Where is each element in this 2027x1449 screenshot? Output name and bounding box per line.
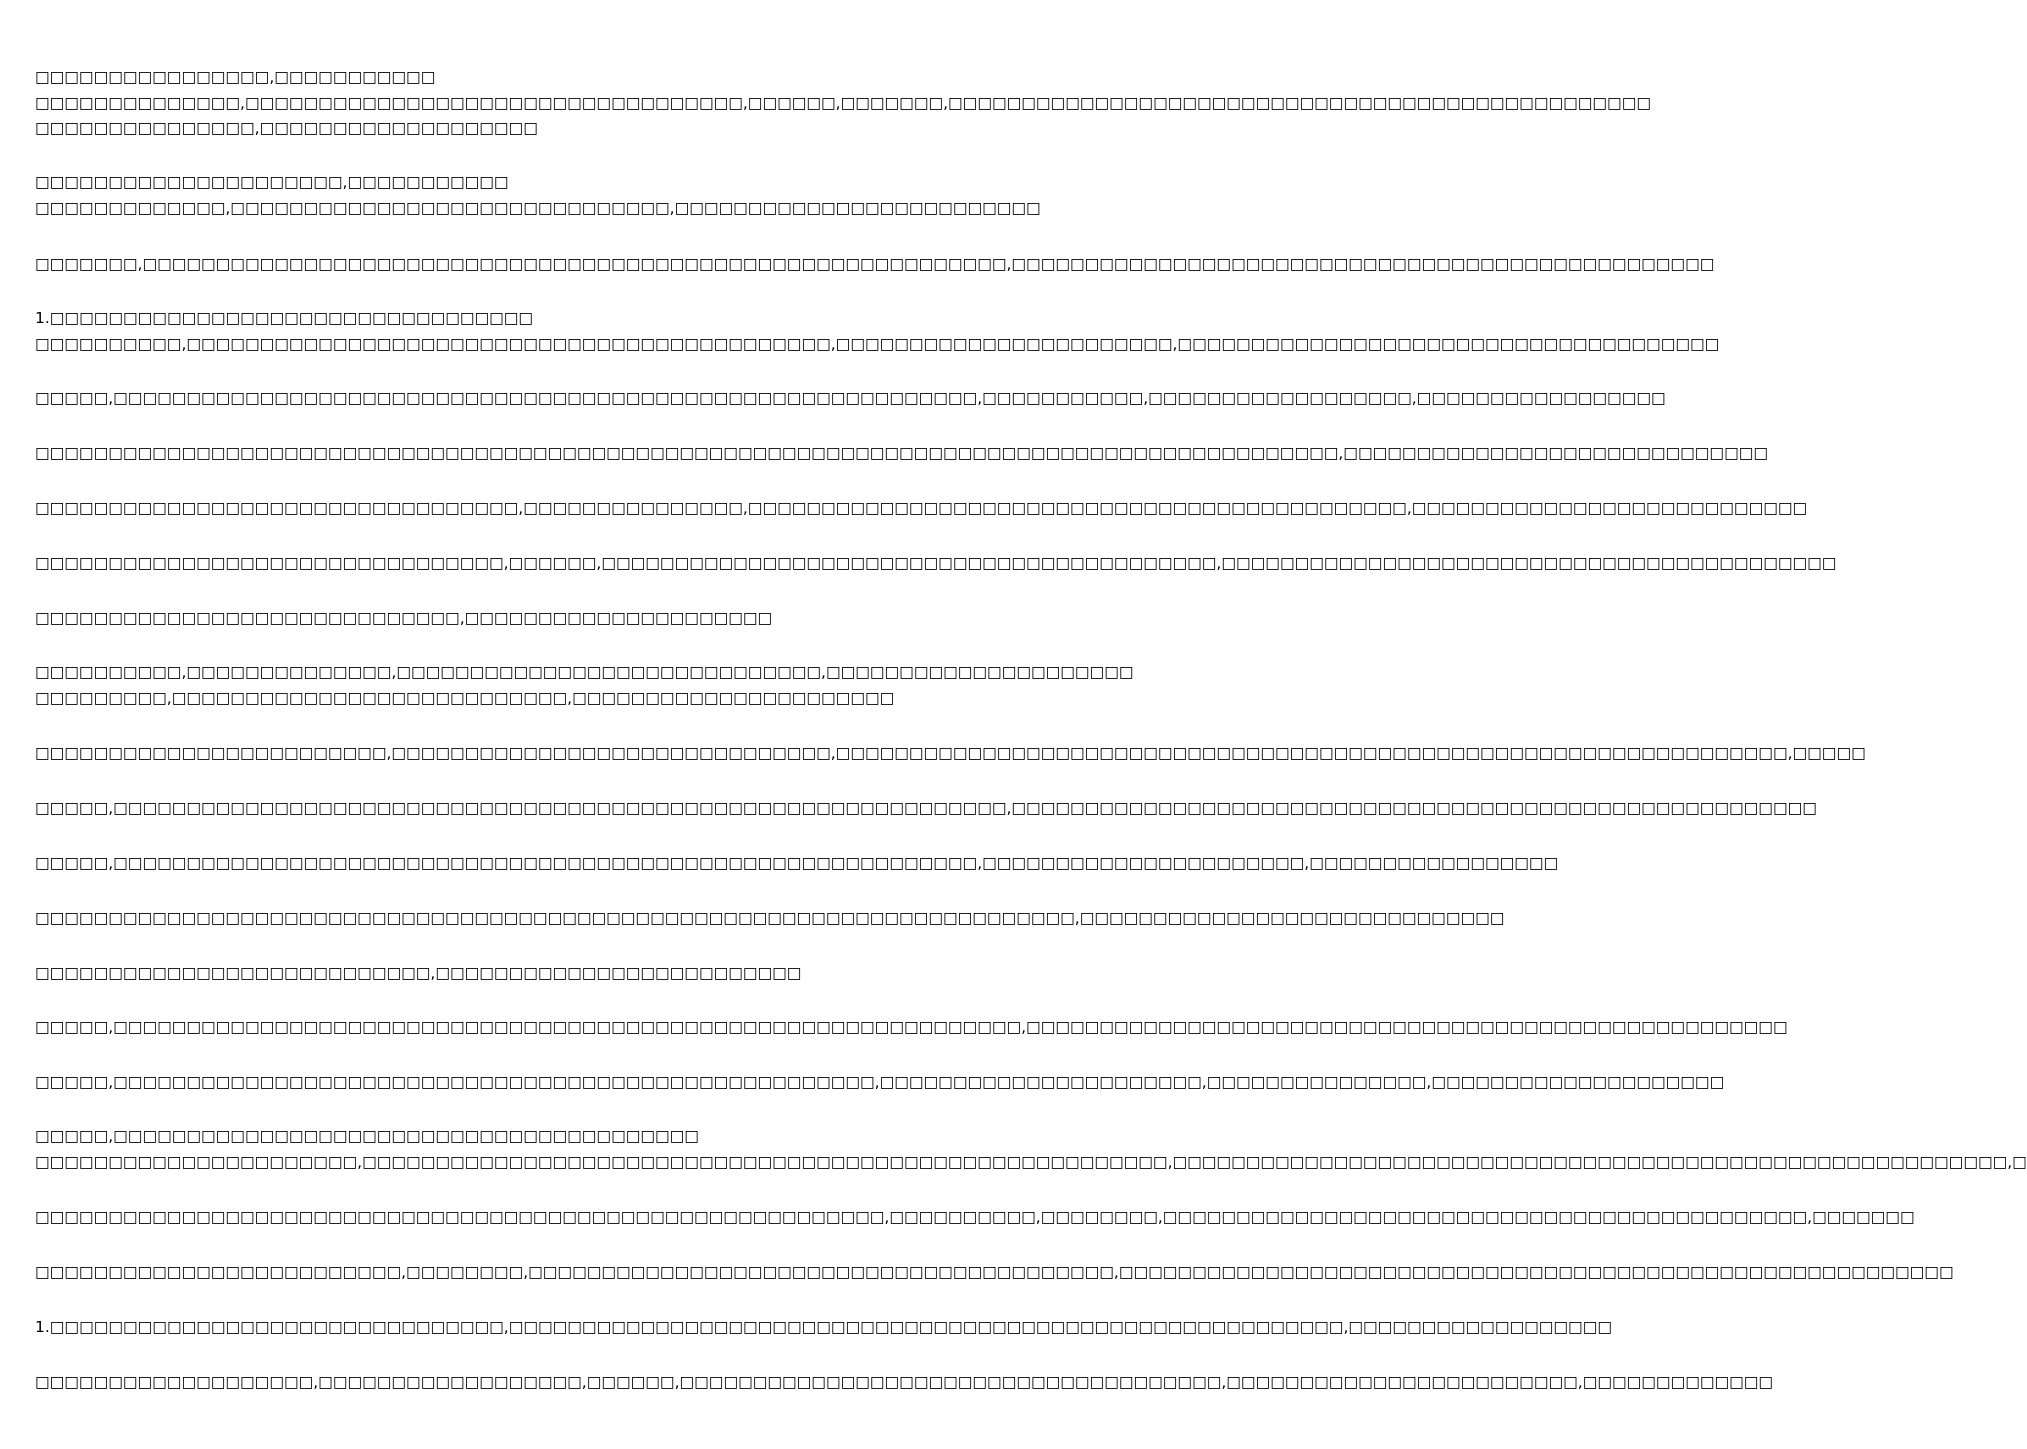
text-line: □□□□□□□□□□□□□□□□□□□□□□□□□□□□□,□□□□□□□□□□□□□□□□□□□□□ xyxy=(35,609,773,627)
text-line: □□□□□□□□□□,□□□□□□□□□□□□□□□□□□□□□□□□□□□□□□□□□□□□□□□□□□□□,□□□□□□□□□□□□□□□□□□□□□□□,□□□□□□□□□□□□□□□□□□□□□□□□□□□□□□□□□□□□□ xyxy=(35,335,1720,353)
text-line: □□□□□□□□□□□□□□□□,□□□□□□□□□□□ xyxy=(35,68,436,86)
text-line: □□□□□□□□□□□□□□□□□□□□□□,□□□□□□□□□□□□□□□□□□□□□□□□□□□□□□□□□□□□□□□□□□□□□□□□□□□□□□□,□□□□□□□□□□□□□□□□□□□□□□□□□□□□□□□□□□□□□□□□□□□□□□□□□□□□□□□□□,□ xyxy=(35,1153,2027,1171)
text-line: □□□□□,□□□□□□□□□□□□□□□□□□□□□□□□□□□□□□□□□□□□□□□□□□□□□□□□□□□□,□□□□□□□□□□□□□□□□□□□□□□,□□□□□□□□□□□□□□□,□□□□□□□□□□□□□□□□□□□□ xyxy=(35,1073,1725,1091)
text-line: □□□□□□□□□□□□□□□□□□□□□□□□□,□□□□□□□□,□□□□□□□□□□□□□□□□□□□□□□□□□□□□□□□□□□□□□□□□,□□□□□□□□□□□□□□□□□□□□□□□□□□□□□□□□□□□□□□□□□□□□□□□□□□□□□□□□□ xyxy=(35,1263,1954,1281)
text-line: □□□□□□□□□□□□□□□□□□□□□□□□□□□□□□□□□□□□□□□□□□□□□□□□□□□□□□□□□□□□□□□□□□□□□□□,□□□□□□□□□□□□□□□□□□□□□□□□□□□□□ xyxy=(35,909,1505,927)
text-line: □□□□□□□□□□□□□□□□□□□□□□□□□□□□□□□□□□□□□□□□□□□□□□□□□□□□□□□□□□□□□□□□□□□□□□□□□□□□□□□□□□□□□□□□□,□□□□□□□□□□□□□□□□□□□□□□□□□□□□□ xyxy=(35,444,1769,462)
text-line: □□□□□□□□□□,□□□□□□□□□□□□□□,□□□□□□□□□□□□□□□□□□□□□□□□□□□□□,□□□□□□□□□□□□□□□□□□□□□ xyxy=(35,663,1134,681)
text-line: □□□□□□□□□□□□□□□□□□□□□□□□□□□□□□□□□□□□□□□□□□□□□□□□□□□□□□□□□□,□□□□□□□□□□,□□□□□□□□,□□□□□□□□□□□□□□□□□□□□□□□□□□□□□□□□□□□□□□□□□□□□,□□□□□□□ xyxy=(35,1208,1915,1226)
text-line: □□□□□,□□□□□□□□□□□□□□□□□□□□□□□□□□□□□□□□□□□□□□□□□□□□□□□□□□□□□□□□□□□,□□□□□□□□□□□□□□□□□□□□□□,□□□□□□□□□□□□□□□□□ xyxy=(35,854,1559,872)
text-line: □□□□□,□□□□□□□□□□□□□□□□□□□□□□□□□□□□□□□□□□□□□□□□□□□□□□□□□□□□□□□□□□□□□,□□□□□□□□□□□□□□□□□□□□□□□□□□□□□□□□□□□□□□□□□□□□□□□□□□□□□□□ xyxy=(35,799,1817,817)
text-line: □□□□□,□□□□□□□□□□□□□□□□□□□□□□□□□□□□□□□□□□□□□□□□ xyxy=(35,1127,699,1145)
text-line: 1.□□□□□□□□□□□□□□□□□□□□□□□□□□□□□□□,□□□□□□□□□□□□□□□□□□□□□□□□□□□□□□□□□□□□□□□□□□□□□□□□□□□□□□□□□,□□□□□□□□□□□□□□□□□□ xyxy=(35,1318,1612,1336)
text-line: □□□□□□□,□□□□□□□□□□□□□□□□□□□□□□□□□□□□□□□□□□□□□□□□□□□□□□□□□□□□□□□□□□□,□□□□□□□□□□□□□□□□□□□□□□□□□□□□□□□□□□□□□□□□□□□□□□□□ xyxy=(35,255,1715,273)
text-line: □□□□□□□□□□□□□□□□□□□□□□□□,□□□□□□□□□□□□□□□□□□□□□□□□□□□□□□,□□□□□□□□□□□□□□□□□□□□□□□□□□□□□□□□□□□□□□□□□□□□□□□□□□□□□□□□□□□□□□□□□,□□□□□ xyxy=(35,744,1866,762)
text-line: □□□□□,□□□□□□□□□□□□□□□□□□□□□□□□□□□□□□□□□□□□□□□□□□□□□□□□□□□□□□□□□□□,□□□□□□□□□□□,□□□□□□□□□□□□□□□□□□,□□□□□□□□□□□□□□□□□ xyxy=(35,389,1666,407)
text-line: □□□□□□□□□□□□□□□□□□□□□,□□□□□□□□□□□ xyxy=(35,173,509,191)
text-line: □□□□□□□□□□□□□□□□□□□□□□□□□□□,□□□□□□□□□□□□□□□□□□□□□□□□□ xyxy=(35,964,802,982)
text-line: □□□□□□□□□□□□□□□□□□□,□□□□□□□□□□□□□□□□□□,□□□□□□,□□□□□□□□□□□□□□□□□□□□□□□□□□□□□□□□□□□□□,□□□□□□□□□□□□□□□□□□□□□□□□,□□□□□□□□□□□□□ xyxy=(35,1373,1774,1391)
text-line: □□□□□□□□□,□□□□□□□□□□□□□□□□□□□□□□□□□□□,□□□□□□□□□□□□□□□□□□□□□□ xyxy=(35,689,895,707)
text-line: □□□□□□□□□□□□□□□,□□□□□□□□□□□□□□□□□□□ xyxy=(35,119,538,137)
text-line: 1.□□□□□□□□□□□□□□□□□□□□□□□□□□□□□□□□□ xyxy=(35,309,534,327)
text-line: □□□□□□□□□□□□□□,□□□□□□□□□□□□□□□□□□□□□□□□□□□□□□□□□□,□□□□□□,□□□□□□□,□□□□□□□□□□□□□□□□□□□□□□□□□□□□□□□□□□□□□□□□□□□□□□□□ xyxy=(35,94,1651,112)
text-line: □□□□□,□□□□□□□□□□□□□□□□□□□□□□□□□□□□□□□□□□□□□□□□□□□□□□□□□□□□□□□□□□□□□□,□□□□□□□□□□□□□□□□□□□□□□□□□□□□□□□□□□□□□□□□□□□□□□□□□□□□ xyxy=(35,1018,1788,1036)
text-line: □□□□□□□□□□□□□□□□□□□□□□□□□□□□□□□□□,□□□□□□□□□□□□□□□,□□□□□□□□□□□□□□□□□□□□□□□□□□□□□□□□□□□□□□□□□□□□□,□□□□□□□□□□□□□□□□□□□□□□□□□□□ xyxy=(35,499,1808,517)
text-line: □□□□□□□□□□□□□,□□□□□□□□□□□□□□□□□□□□□□□□□□□□□□,□□□□□□□□□□□□□□□□□□□□□□□□□ xyxy=(35,199,1041,217)
text-line: □□□□□□□□□□□□□□□□□□□□□□□□□□□□□□□□,□□□□□□,□□□□□□□□□□□□□□□□□□□□□□□□□□□□□□□□□□□□□□□□□□,□□□□□□□□□□□□□□□□□□□□□□□□□□□□□□□□□□□□□□□□□□ xyxy=(35,554,1837,572)
